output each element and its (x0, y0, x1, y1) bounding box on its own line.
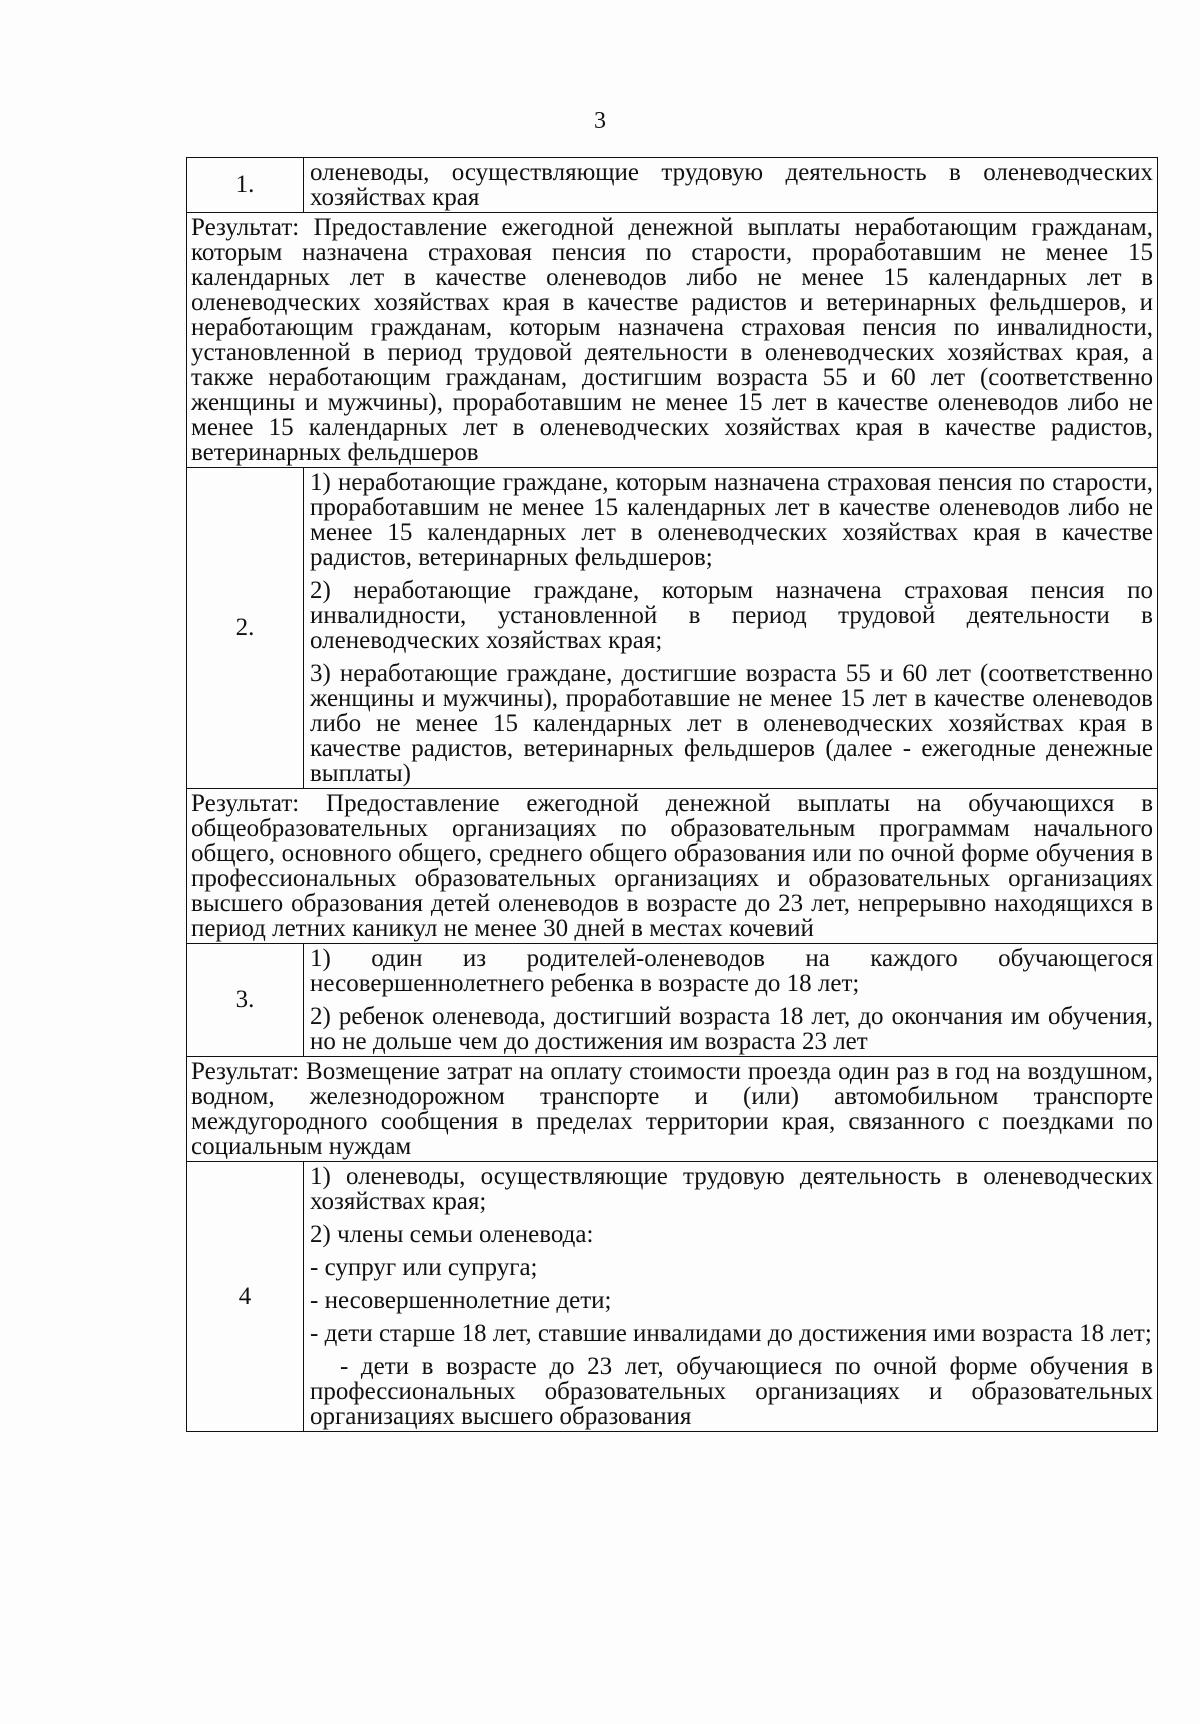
result-row (186, 212, 1158, 467)
item-paragraph: 1) один из родителей-оленеводов на каждого обучающегося несовершеннолетнего ребенка в возрасте до 18 лет; (310, 945, 1153, 997)
row-number: 2. (187, 468, 304, 788)
item-row (186, 1161, 1158, 1432)
item-cell (304, 468, 1157, 788)
item-cell (304, 944, 1157, 1056)
item-paragraph: - несовершеннолетние дети; (310, 1287, 612, 1314)
result-cell (187, 789, 1157, 943)
result-row (186, 788, 1158, 943)
item-paragraph: - дети старше 18 лет, ставшие инвалидами до достижения ими возраста 18 лет; (310, 1320, 1152, 1347)
item-row (186, 467, 1158, 788)
item-paragraph: 3) неработающие граждане, достигшие возраста 55 и 60 лет (соответственно женщины и мужчины), проработавшие не менее 15 лет в качестве оленеводов либо не менее 15 календарных лет в оленеводческих хозяйствах края в качестве радистов, ветеринарных фельдшеров (далее - ежегодные денежные выплаты) (310, 660, 1153, 787)
item-cell (304, 1162, 1157, 1431)
page-number: 3 (594, 108, 606, 134)
row-number: 1. (187, 158, 304, 212)
item-row (186, 943, 1158, 1056)
item-paragraph: - дети в возрасте до 23 лет, обучающиеся по очной форме обучения в профессиональных образовательных организациях и образовательных организациях высшего образования (310, 1353, 1153, 1430)
result-text: Результат: Предоставление ежегодной денежной выплаты на обучающихся в общеобразовательных организациях по образовательным программам начального общего, основного общего, среднего общего образования или по очной форме обучения в профессиональных образовательных организациях и образовательных организациях высшего образования детей оленеводов в возрасте до 23 лет, непрерывно находящихся в период летних каникул не менее 30 дней в местах кочевий (191, 790, 1153, 942)
result-text: Результат: Возмещение затрат на оплату стоимости проезда один раз в год на воздушном, водном, железнодорожном транспорте и (или) автомобильном транспорте междугородного сообщения в пределах территории края, связанного с поездками по социальным нуждам (191, 1058, 1153, 1160)
item-cell (304, 158, 1157, 212)
item-row (186, 157, 1158, 212)
item-paragraph: 1) оленеводы, осуществляющие трудовую деятельность в оленеводческих хозяйствах края; (310, 1163, 1153, 1215)
benefits-table (186, 157, 1158, 1432)
row-number: 4 (187, 1162, 304, 1431)
result-cell (187, 213, 1157, 467)
result-text: Результат: Предоставление ежегодной денежной выплаты неработающим гражданам, которым назначена страховая пенсия по старости, проработавшим не менее 15 календарных лет в качестве оленеводов либо не менее 15 календарных лет в оленеводческих хозяйствах края в качестве радистов и ветеринарных фельдшеров, и неработающим гражданам, которым назначена страховая пенсия по инвалидности, установленной в период трудовой деятельности в оленеводческих хозяйствах края, а также неработающим гражданам, достигшим возраста 55 и 60 лет (соответственно женщины и мужчины), проработавшим не менее 15 лет в качестве оленеводов либо не менее 15 календарных лет в оленеводческих хозяйствах края в качестве радистов, ветеринарных фельдшеров (191, 214, 1153, 466)
item-paragraph: 2) члены семьи оленевода: (310, 1221, 594, 1248)
row-number: 3. (187, 944, 304, 1056)
item-paragraph: 1) неработающие граждане, которым назначена страховая пенсия по старости, проработавшим не менее 15 календарных лет в качестве оленеводов либо не менее 15 календарных лет в оленеводческих хозяйствах края в качестве радистов, ветеринарных фельдшеров; (310, 469, 1153, 571)
result-row (186, 1056, 1158, 1161)
item-paragraph: 2) ребенок оленевода, достигший возраста 18 лет, до окончания им обучения, но не дольше чем до достижения им возраста 23 лет (310, 1003, 1153, 1055)
item-paragraph: оленеводы, осуществляющие трудовую деятельность в оленеводческих хозяйствах края (310, 159, 1153, 211)
item-paragraph: 2) неработающие граждане, которым назначена страховая пенсия по инвалидности, установленной в период трудовой деятельности в оленеводческих хозяйствах края; (310, 577, 1153, 654)
result-cell (187, 1057, 1157, 1161)
item-paragraph: - супруг или супруга; (310, 1254, 538, 1281)
